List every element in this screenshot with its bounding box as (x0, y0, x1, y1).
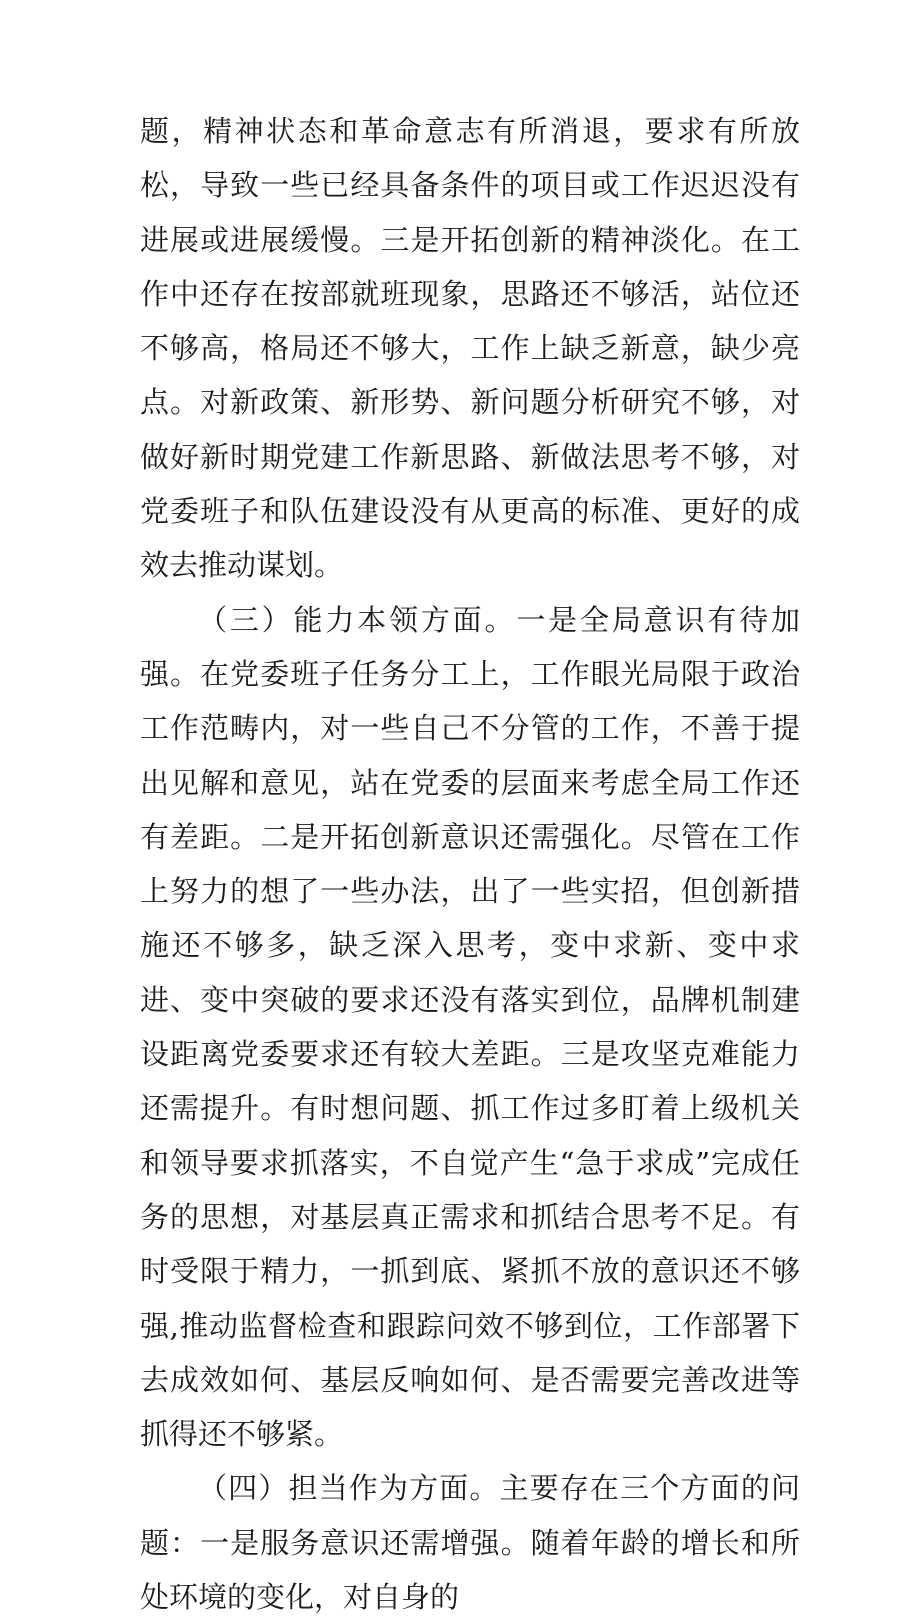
document-body (140, 104, 800, 1624)
paragraph-ability-skills: （三）能力本领方面。一是全局意识有待加强。在党委班子任务分工上，工作眼光局限于政治工作范畴内，对一些自己不分管的工作，不善于提出见解和意见，站在党委的层面来考虑全局工作还有差距。二是开拓创新意识还需强化。尽管在工作上努力的想了一些办法，出了一些实招，但创新措施还不够多，缺乏深入思考，变中求新、变中求进、变中突破的要求还没有落实到位，品牌机制建设距离党委要求还有较大差距。三是攻坚克难能力还需提升。有时想问题、抓工作过多盯着上级机关和领导要求抓落实，不自觉产生“急于求成”完成任务的思想，对基层真正需求和抓结合思考不足。有时受限于精力，一抓到底、紧抓不放的意识还不够强,推动监督检查和跟踪问效不够到位，工作部署下去成效如何、基层反响如何、是否需要完善改进等抓得还不够紧。 (140, 602, 800, 1452)
paragraph-continuation: 题，精神状态和革命意志有所消退，要求有所放松，导致一些已经具备条件的项目或工作迟迟没有进展或进展缓慢。三是开拓创新的精神淡化。在工作中还存在按部就班现象，思路还不够活，站位还不够高，格局还不够大，工作上缺乏新意，缺少亮点。对新政策、新形势、新问题分析研究不够，对做好新时期党建工作新思路、新做法思考不够，对党委班子和队伍建设没有从更高的标准、更好的成效去推动谋划。 (140, 114, 800, 583)
paragraph-responsibility-action: （四）担当作为方面。主要存在三个方面的问题：一是服务意识还需增强。随着年龄的增长和所处环境的变化，对自身的 (140, 1471, 800, 1615)
